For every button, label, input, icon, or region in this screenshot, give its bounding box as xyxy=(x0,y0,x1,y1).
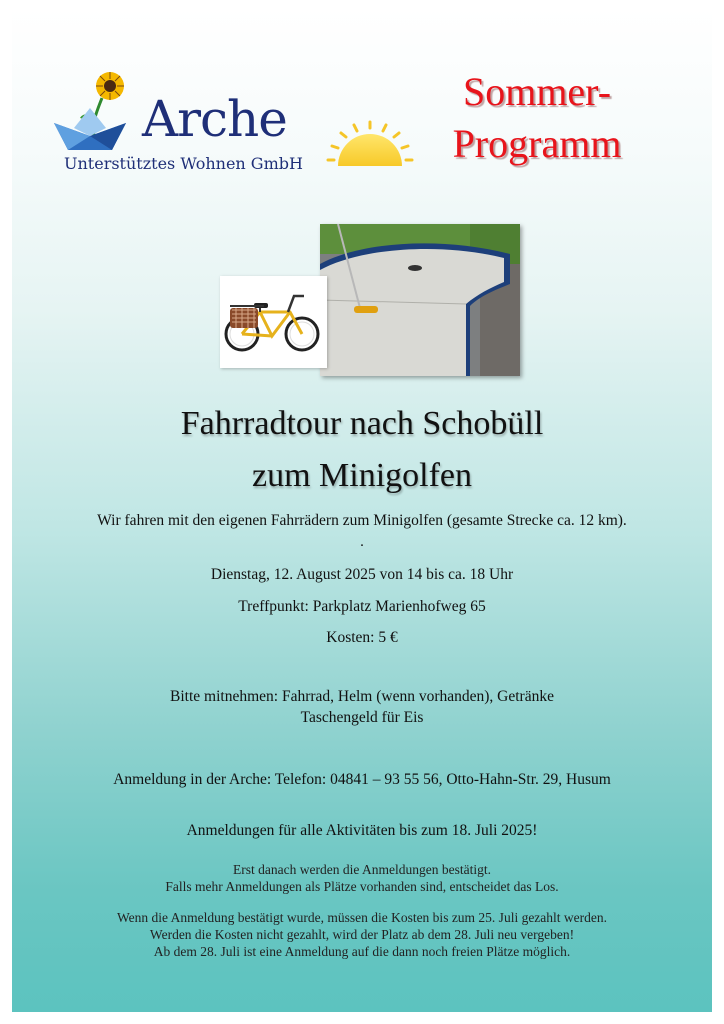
event-heading-line1: Fahrradtour nach Schobüll xyxy=(180,405,544,442)
note-nonpayment: Werden die Kosten nicht gezahlt, wird der Platz ab dem 28. Juli neu vergeben! xyxy=(149,927,575,942)
note-lottery: Falls mehr Anmeldungen als Plätze vorhanden sind, entscheidet das Los. xyxy=(165,879,559,894)
program-title xyxy=(422,66,652,170)
bicycle-icon xyxy=(220,276,327,368)
program-title-line1: Sommer- xyxy=(462,69,612,114)
arche-logo xyxy=(52,68,312,183)
boat-with-flower-icon xyxy=(52,68,147,158)
meeting-point: Treffpunkt: Parkplatz Marienhofweg 65 xyxy=(238,598,486,615)
bring-items: Bitte mitnehmen: Fahrrad, Helm (wenn vorhanden), Getränke xyxy=(170,688,554,705)
note-confirmation: Erst danach werden die Anmeldungen bestätigt. xyxy=(233,862,491,877)
note-payment: Wenn die Anmeldung bestätigt wurde, müssen die Kosten bis zum 25. Juli gezahlt werden. xyxy=(116,910,608,925)
separator-dot: . xyxy=(360,534,364,550)
bicycle-photo xyxy=(220,276,327,368)
logo-subtitle: Unterstütztes Wohnen GmbH xyxy=(64,154,303,173)
flyer-page xyxy=(12,8,712,1012)
event-heading-line2: zum Minigolfen xyxy=(251,457,473,494)
event-date: Dienstag, 12. August 2025 von 14 bis ca. 18 Uhr xyxy=(210,566,514,583)
registration-info: Anmeldung in der Arche: Telefon: 04841 – 93 55 56, Otto-Hahn-Str. 29, Husum xyxy=(113,771,611,788)
event-heading xyxy=(12,398,712,502)
note-late-registration: Ab dem 28. Juli ist eine Anmeldung auf die dann noch freien Plätze möglich. xyxy=(153,944,571,959)
event-cost: Kosten: 5 € xyxy=(326,629,398,646)
event-intro: Wir fahren mit den eigenen Fahrrädern zum Minigolfen (gesamte Strecke ca. 12 km). xyxy=(97,512,627,529)
minigolf-photo xyxy=(320,224,520,376)
logo-wordmark: Arche xyxy=(142,90,287,148)
registration-deadline: Anmeldungen für alle Aktivitäten bis zum 18. Juli 2025! xyxy=(186,822,538,839)
bring-items-2: Taschengeld für Eis xyxy=(300,709,424,726)
program-title-line2: Programm xyxy=(452,121,622,166)
rising-sun-icon xyxy=(324,120,416,176)
